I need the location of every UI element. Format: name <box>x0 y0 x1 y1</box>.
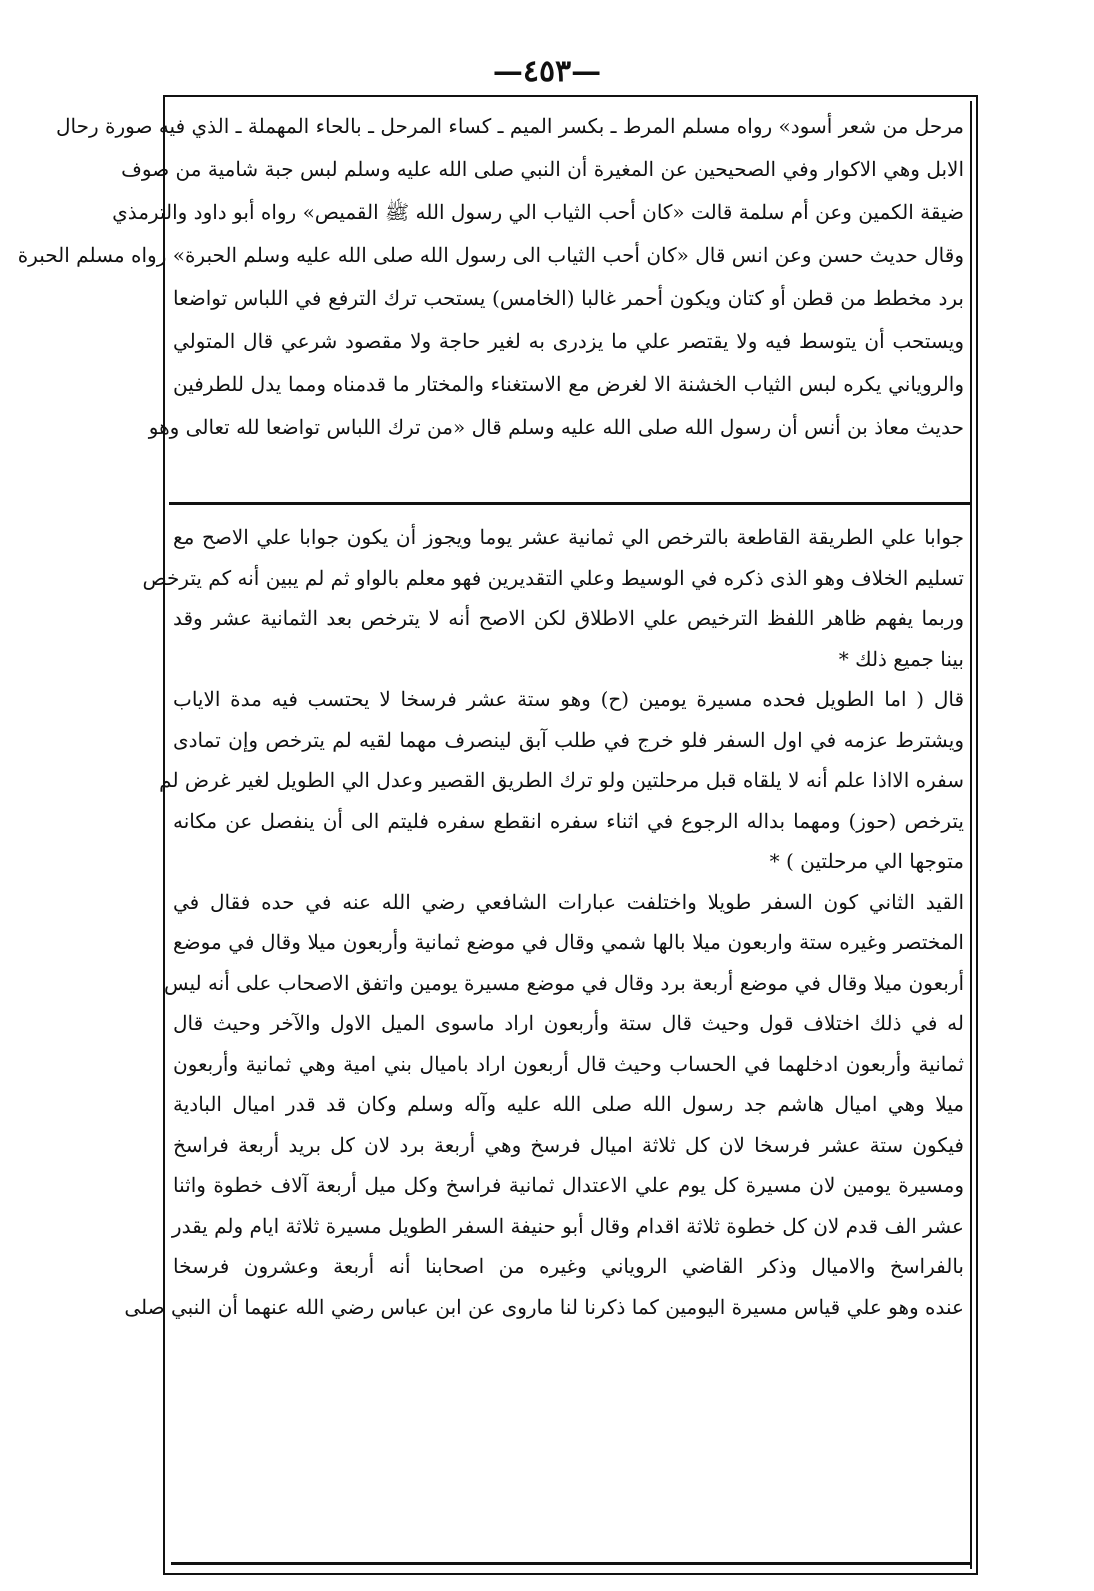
lower-line: ويشترط عزمه في اول السفر فلو خرج في طلب آبق لينصرف مهما لقيه لم يترخص وإن تمادى <box>173 727 964 752</box>
lower-line: أربعون ميلا وقال في موضع أربعة برد وقال في موضع مسيرة يومين واتفق الاصحاب على أنه ليس <box>163 970 964 995</box>
lower-line: ميلا وهي اميال هاشم جد رسول الله صلى الله عليه وآله وسلم وكان قد قدر اميال البادية <box>173 1092 964 1116</box>
upper-line: والروياني يكره لبس الثياب الخشنة الا لغرض مع الاستغناء والمختار ما قدمناه ومما يدل للطرفين <box>173 372 964 396</box>
lower-line: القيد الثاني كون السفر طويلا واختلفت عبارات الشافعي رضي الله عنه في حده فقال في <box>173 889 964 914</box>
page-number: —٤٥٣— <box>492 54 602 89</box>
lower-line: ومسيرة يومين لان مسيرة كل يوم علي الاعتدال ثمانية فراسخ وكل ميل أربعة آلاف خطوة واثنا <box>173 1173 964 1197</box>
lower-line: جوابا علي الطريقة القاطعة بالترخص الي ثمانية عشر يوما ويجوز أن يكون جوابا علي الاصح مع <box>173 525 964 549</box>
section-divider <box>169 502 972 505</box>
upper-text-block <box>17 105 964 449</box>
lower-line: وربما يفهم ظاهر اللفظ الترخيص علي الاطلاق لكن الاصح أنه لا يترخص بعد الثمانية عشر وقد <box>173 606 964 630</box>
lower-line: عشر الف قدم لان كل خطوة ثلاثة اقدام وقال أبو حنيفة السفر الطويل مسيرة ثلاثة ايام ولم يقدر <box>171 1213 964 1238</box>
upper-line: مرحل من شعر أسود» رواه مسلم المرط ـ بكسر الميم ـ كساء المرحل ـ بالحاء المهملة ـ الذي فيه صورة رحال <box>56 114 964 138</box>
lower-line: بالفراسخ والاميال وذكر القاضي الروياني وغيره من اصحابنا أنه أربعة وعشرون فرسخا <box>173 1254 964 1278</box>
lower-line: قال ( اما الطويل فحده مسيرة يومين (ح) وهو ستة عشر فرسخا لا يحتسب فيه مدة الاياب <box>173 687 964 711</box>
lower-line: المختصر وغيره ستة واربعون ميلا بالها شمي وقال في موضع ثمانية وأربعون ميلا وقال في موضع <box>173 930 964 954</box>
lower-line: فيكون ستة عشر فرسخا لان كل ثلاثة اميال فرسخ وهي أربعة برد لان كل بريد أربعة فراسخ <box>173 1132 964 1157</box>
lower-line: بينا جميع ذلك * <box>838 646 964 671</box>
lower-line: له في ذلك اختلاف قول وحيث قال ستة وأربعون اراد ماسوى الميل الاول والآخر وحيث قال <box>173 1011 964 1035</box>
lower-line: عنده وهو علي قياس مسيرة اليومين كما ذكرنا لنا ماروى عن ابن عباس رضي الله عنهما أن النبي صلى <box>124 1294 964 1319</box>
upper-line: ضيقة الكمين وعن أم سلمة قالت «كان أحب الثياب الي رسول الله ﷺ القميص» رواه أبو داود والترمذي <box>112 200 964 224</box>
lower-line: ثمانية وأربعون ادخلهما في الحساب وحيث قال أربعون اراد باميال بني امية وهي ثمانية وأربعون <box>173 1051 964 1076</box>
lower-line: يترخص (حوز) ومهما بداله الرجوع في اثناء سفره انقطع سفره فليتم الى أن ينفصل عن مكانه <box>173 808 964 833</box>
lower-text-block <box>124 517 964 1327</box>
upper-line: برد مخطط من قطن أو كتان ويكون أحمر غالبا (الخامس) يستحب ترك الترفع في اللباس تواضعا <box>173 286 964 310</box>
upper-line: الابل وهي الاكوار وفي الصحيحين عن المغيرة أن النبي صلى الله عليه وسلم لبس جبة شامية من صوف <box>121 157 964 181</box>
lower-line: تسليم الخلاف وهو الذى ذكره في الوسيط وعلي التقديرين فهو معلم بالواو ثم لم يبين أنه كم يترخص <box>142 565 964 590</box>
upper-line: حديث معاذ بن أنس أن رسول الله صلى الله عليه وسلم قال «من ترك اللباس تواضعا لله تعالى وهو <box>148 415 964 439</box>
upper-line: ويستحب أن يتوسط فيه ولا يقتصر علي ما يزدرى به لغير حاجة ولا مقصود شرعي قال المتولي <box>173 329 964 353</box>
upper-line: وقال حديث حسن وعن انس قال «كان أحب الثياب الى رسول الله صلى الله عليه وسلم الحبرة» رواه مسلم الحبرة <box>17 243 964 267</box>
page-frame <box>17 95 978 1575</box>
lower-line: سفره الااذا علم أنه لا يلقاه قبل مرحلتين ولو ترك الطريق القصير وعدل الي الطويل لغير غرض لم <box>159 768 964 792</box>
lower-line: متوجها الي مرحلتين ) * <box>769 849 964 873</box>
